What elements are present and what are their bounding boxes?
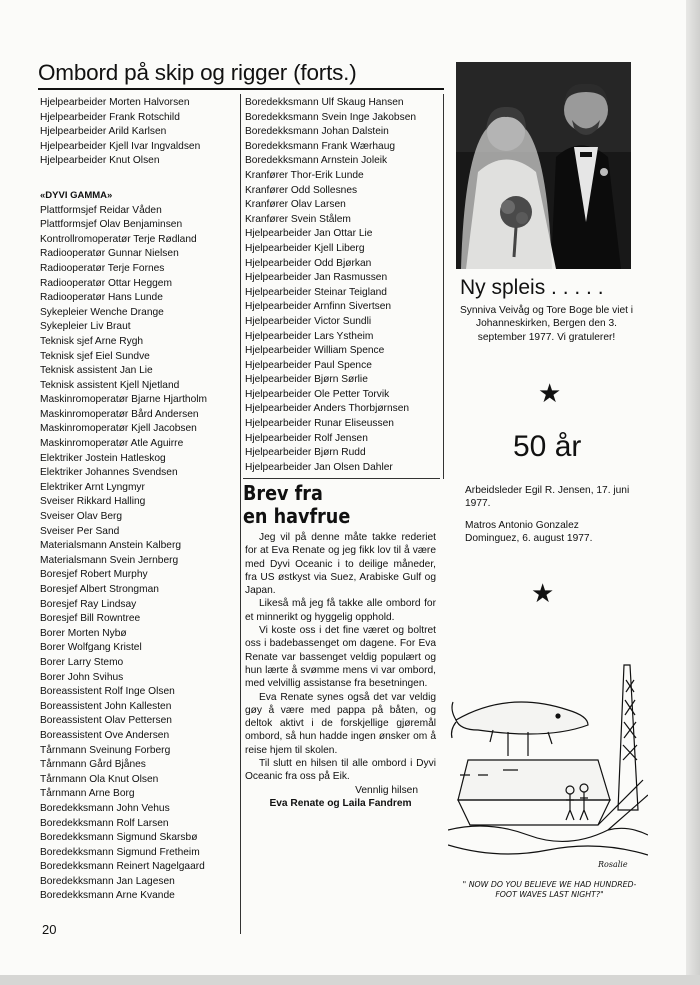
wedding-photo (456, 62, 631, 269)
letter-paragraph: Eva Renate synes også det var veldig gøy å være med pappa på båten, og deltok aktivt i de forskjellige gjøremål ombord, så hun hadde ingen ønsker om å reise hjem til skolen. (245, 691, 436, 756)
crew-entry: Radiooperatør Hans Lunde (40, 292, 163, 304)
cartoon-illustration (448, 660, 648, 882)
crew-entry: Boresjef Robert Murphy (40, 569, 148, 581)
crew-entry: Hjelpearbeider Ole Petter Torvik (245, 388, 390, 400)
cartoon-signature: Rosalie (598, 860, 628, 869)
letter-paragraph: Vi koste oss i det fine været og boltret oss i badebassenget om dagene. For Eva Renate var bassenget veldig populært og hun lærte å svømme mens vi var ombord, med velvillig assistanse fra besetningen. (245, 625, 436, 690)
letter-paragraph: Jeg vil på denne måte takke rederiet for at Eva Renate og jeg fikk lov til å være med Dyvi Oceanic i to deilige måneder, fra US østkyst via Suez, Arabiske Gulf og Japan. (245, 532, 436, 597)
crew-entry: Hjelpearbeider Paul Spence (245, 359, 372, 371)
crew-entry: Maskinromoperatør Atle Aguirre (40, 438, 184, 450)
page-bottom-edge (0, 975, 700, 985)
column-divider-right (443, 94, 444, 479)
crew-entry: Hjelpearbeider Steinar Teigland (245, 286, 387, 298)
crew-entry: Kranfører Thor-Erik Lunde (245, 169, 364, 181)
crew-entry: Hjelpearbeider Victor Sundli (245, 315, 372, 327)
crew-entry: Radiooperatør Gunnar Nielsen (40, 248, 179, 260)
crew-entry: Hjelpearbeider Bjørn Rudd (245, 447, 366, 459)
letter-body (245, 531, 436, 810)
crew-entry: Hjelpearbeider William Spence (245, 345, 385, 357)
crew-entry: Hjelpearbeider Kjell Ivar Ingvaldsen (40, 140, 201, 152)
crew-entry: Borer Larry Stemo (40, 656, 124, 668)
crew-entry: Sveiser Olav Berg (40, 511, 123, 523)
crew-entry: Hjelpearbeider Jan Ottar Lie (245, 228, 373, 240)
letter-title-line-2: en havfrue (243, 504, 351, 528)
crew-entry: Hjelpearbeider Arnfinn Sivertsen (245, 301, 392, 313)
crew-entry: Hjelpearbeider Jan Rasmussen (245, 272, 388, 284)
crew-entry: Boreassistent Olav Pettersen (40, 715, 172, 727)
crew-entry: Kranfører Odd Sollesnes (245, 184, 358, 196)
crew-entry: Radiooperatør Terje Fornes (40, 262, 165, 274)
wedding-heading: Ny spleis . . . . . (460, 276, 604, 299)
crew-entry: Materialsmann Anstein Kalberg (40, 540, 182, 552)
crew-entry: Boreassistent Rolf Inge Olsen (40, 686, 175, 698)
crew-entry: Boreassistent Ove Andersen (40, 729, 170, 741)
crew-entry: Hjelpearbeider Lars Ystheim (245, 330, 374, 342)
list-spacer (40, 169, 207, 189)
crew-entry: Kontrollromoperatør Terje Rødland (40, 233, 197, 245)
star-icon: ★ (538, 378, 562, 408)
crew-entry: Boredekksmann Frank Wærhaug (245, 140, 396, 152)
page-title: Ombord på skip og rigger (forts.) (38, 60, 357, 85)
crew-entry: Hjelpearbeider Jan Olsen Dahler (245, 461, 393, 473)
crew-entry: Boredekksmann Svein Inge Jakobsen (245, 111, 417, 123)
crew-entry: Elektriker Johannes Svendsen (40, 467, 178, 479)
crew-entry: Radiooperatør Ottar Heggem (40, 277, 172, 289)
crew-entry: Hjelpearbeider Anders Thorbjørnsen (245, 403, 410, 415)
section-heading: «DYVI GAMMA» (40, 189, 113, 201)
letter-paragraph: Likeså må jeg få takke alle ombord for et minnerikt og hyggelig opphold. (245, 598, 436, 623)
crew-entry: Boredekksmann Jan Lagesen (40, 875, 175, 887)
crew-entry: Boredekksmann Rolf Larsen (40, 817, 169, 829)
crew-entry: Plattformsjef Olav Benjaminsen (40, 219, 183, 231)
crew-entry: Boredekksmann Sigmund Skarsbø (40, 832, 198, 844)
wedding-photo-illustration (456, 62, 631, 269)
page-edge-shadow (686, 0, 700, 985)
letter-signature: Eva Renate og Laila Fandrem (269, 797, 412, 809)
crew-entry: Boresjef Ray Lindsay (40, 598, 137, 610)
crew-entry: Boredekksmann Reinert Nagelgaard (40, 861, 205, 873)
crew-entry: Elektriker Jostein Hatleskog (40, 452, 166, 464)
crew-entry: Hjelpearbeider Knut Olsen (40, 155, 160, 167)
crew-entry: Tårnmann Ola Knut Olsen (40, 773, 159, 785)
crew-entry: Borer John Svihus (40, 671, 124, 683)
crew-entry: Teknisk sjef Arne Rygh (40, 335, 144, 347)
birthday-entry: Matros Antonio Gonzalez Dominguez, 6. august 1977. (465, 519, 593, 544)
crew-entry: Sveiser Per Sand (40, 525, 120, 537)
crew-entry: Hjelpearbeider Kjell Liberg (245, 242, 365, 254)
crew-entry: Kranfører Olav Larsen (245, 199, 346, 211)
column-divider (240, 94, 241, 934)
crew-entry: Boresjef Bill Rowntree (40, 613, 141, 625)
crew-entry: Elektriker Arnt Lyngmyr (40, 481, 145, 493)
crew-entry: Maskinromoperatør Bjarne Hjartholm (40, 394, 208, 406)
wedding-announcement: Synniva Veivåg og Tore Boge ble viet i Johanneskirken, Bergen den 3. september 1977. Vi gratulerer! (459, 305, 634, 343)
crew-entry: Boredekksmann Arne Kvande (40, 890, 175, 902)
cartoon-drawing (448, 660, 648, 882)
crew-entry: Borer Morten Nybø (40, 627, 127, 639)
crew-entry: Teknisk assistent Jan Lie (40, 365, 153, 377)
crew-entry: Hjelpearbeider Arild Karlsen (40, 126, 167, 138)
cartoon-caption: " NOW DO YOU BELIEVE WE HAD HUNDRED-FOOT WAVES LAST NIGHT?" (462, 880, 637, 899)
letter-closing: Vennlig hilsen (355, 784, 418, 796)
crew-entry: Tårnmann Sveinung Forberg (40, 744, 171, 756)
section-divider (243, 478, 440, 479)
crew-entry: Hjelpearbeider Runar Eliseussen (245, 418, 394, 430)
title-underline (38, 88, 444, 90)
page-number: 20 (42, 922, 57, 937)
crew-entry: Hjelpearbeider Rolf Jensen (245, 432, 368, 444)
crew-entry: Boresjef Albert Strongman (40, 584, 159, 595)
crew-entry: Hjelpearbeider Odd Bjørkan (245, 257, 372, 269)
crew-entry: Sykepleier Liv Braut (40, 321, 131, 333)
crew-entry: Teknisk sjef Eiel Sundve (40, 350, 150, 362)
letter-paragraph: Til slutt en hilsen til alle ombord i Dyvi Oceanic fra oss på Eik. (245, 758, 436, 783)
crew-entry: Maskinromoperatør Bård Andersen (40, 408, 199, 420)
crew-entry: Boredekksmann Ulf Skaug Hansen (245, 97, 404, 108)
crew-entry: Sveiser Rikkard Halling (40, 496, 146, 508)
crew-entry: Tårnmann Arne Borg (40, 788, 135, 800)
crew-entry: Teknisk assistent Kjell Njetland (40, 379, 180, 391)
letter-title-line-1: Brev fra (243, 481, 323, 505)
letter-title (243, 482, 350, 528)
star-icon: ★ (531, 578, 555, 608)
crew-entry: Hjelpearbeider Bjørn Sørlie (245, 374, 368, 386)
crew-list-column-1 (40, 96, 207, 904)
crew-list-column-2 (245, 96, 416, 475)
crew-entry: Plattformsjef Reidar Våden (40, 204, 162, 216)
crew-entry: Maskinromoperatør Kjell Jacobsen (40, 423, 197, 435)
crew-entry: Borer Wolfgang Kristel (40, 642, 142, 654)
crew-entry: Hjelpearbeider Morten Halvorsen (40, 97, 190, 108)
crew-entry: Kranfører Svein Stålem (245, 213, 351, 225)
crew-entry: Boreassistent John Kallesten (40, 700, 172, 712)
crew-entry: Boredekksmann John Vehus (40, 802, 170, 814)
crew-entry: Sykepleier Wenche Drange (40, 306, 164, 318)
crew-entry: Boredekksmann Johan Dalstein (245, 126, 389, 138)
birthday-heading: 50 år (513, 430, 582, 463)
birthday-entry: Arbeidsleder Egil R. Jensen, 17. juni 1977. (465, 485, 630, 510)
crew-entry: Materialsmann Svein Jernberg (40, 554, 179, 566)
crew-entry: Hjelpearbeider Frank Rotschild (40, 111, 180, 123)
crew-entry: Tårnmann Gård Bjånes (40, 759, 146, 771)
crew-entry: Boredekksmann Sigmund Fretheim (40, 846, 200, 858)
birthday-list (465, 484, 635, 553)
crew-entry: Boredekksmann Arnstein Joleik (245, 155, 388, 167)
